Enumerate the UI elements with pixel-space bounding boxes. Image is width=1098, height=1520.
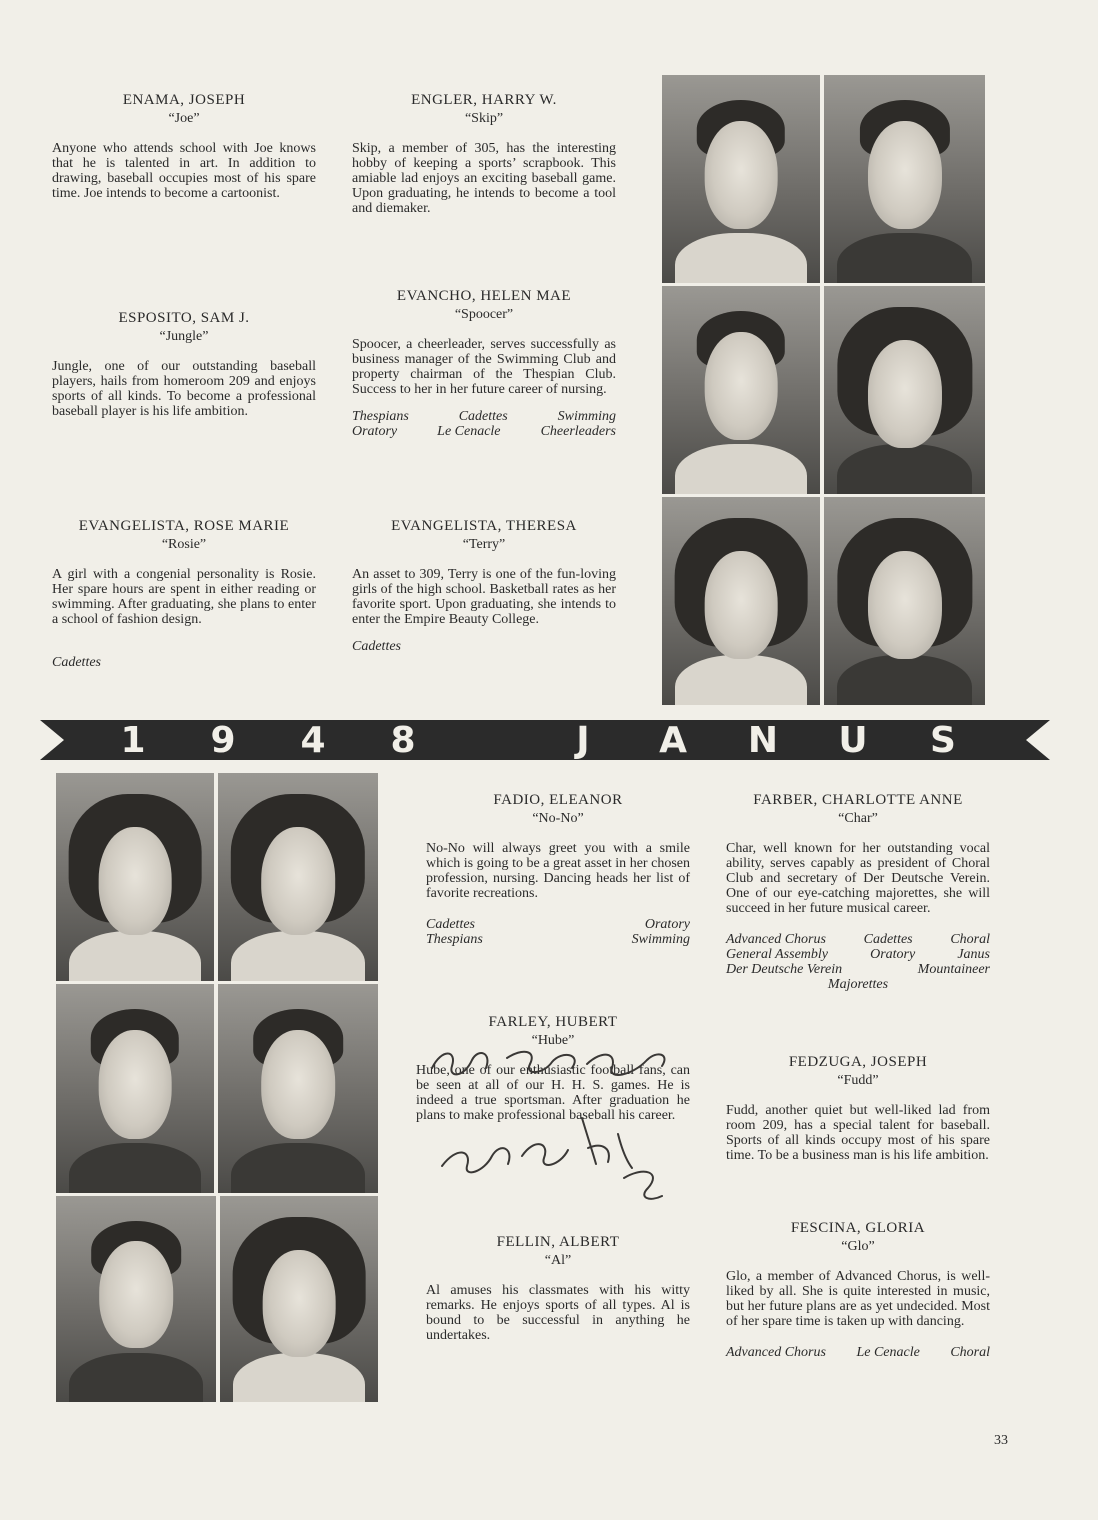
year-banner (40, 720, 1050, 760)
student-name: FESCINA, GLORIA (790, 1220, 926, 1236)
student-name: EVANCHO, HELEN MAE (396, 288, 572, 304)
entry-fedzuga (726, 1054, 990, 1163)
page-number: 33 (994, 1433, 1008, 1448)
activity: Choral (950, 932, 990, 947)
student-nickname: “Al” (544, 1253, 572, 1268)
activity: Janus (957, 947, 990, 962)
entry-engler (352, 92, 616, 216)
activities-row (352, 424, 616, 439)
student-nickname: “Rosie” (161, 537, 207, 552)
student-nickname: “No-No” (532, 811, 584, 826)
student-bio: Hube, one of our enthusiastic football fans, can be seen at all of our H. H. S. games. He is indeed a true sportsman. After graduation he plans to make professional baseball his career. (416, 1063, 690, 1123)
entry-fadio (426, 792, 690, 947)
activity: Der Deutsche Verein (726, 962, 843, 977)
activity: Oratory (870, 947, 916, 962)
activity: Swimming (557, 409, 616, 424)
portrait-photo (662, 75, 820, 283)
student-name: FEDZUGA, JOSEPH (788, 1054, 928, 1070)
student-bio: A girl with a congenial personality is Rosie. Her spare hours are spent in either reading or swimming. After graduating, she plans to enter a school of fashion design. (52, 567, 316, 627)
student-name: EVANGELISTA, THERESA (391, 518, 577, 534)
student-nickname: “Jungle” (159, 329, 209, 344)
activity: Le Cenacle (856, 1345, 920, 1360)
entry-fescina (726, 1220, 990, 1360)
student-name: ENGLER, HARRY W. (411, 92, 557, 108)
banner-letter: N (747, 719, 779, 761)
entry-esposito (52, 310, 316, 419)
activity: Oratory (644, 917, 690, 932)
activities-row (726, 932, 990, 947)
portrait-photo (662, 286, 820, 494)
activities-row (726, 962, 990, 977)
activities: Cadettes (352, 639, 401, 654)
portrait-photo (662, 497, 820, 705)
student-bio: Skip, a member of 305, has the interesting hobby of keeping a sports’ scrapbook. This amiable lad enjoys an exciting baseball game. Upon graduating, he intends to become a tool and diemaker. (352, 141, 616, 216)
activities-row (726, 1345, 990, 1360)
activities-row (426, 917, 690, 932)
student-nickname: “Glo” (841, 1239, 875, 1254)
portrait-photo (824, 75, 985, 283)
banner-letter: U (838, 719, 868, 761)
activity: Oratory (352, 424, 398, 439)
student-nickname: “Spoocer” (454, 307, 514, 322)
portrait-photo (220, 1196, 378, 1402)
student-bio: Fudd, another quiet but well-liked lad from room 209, has a special talent for baseball. Sports of all kinds occupy most of his spare time. To be a business man is his life ambition. (726, 1103, 990, 1163)
student-name: FARLEY, HUBERT (488, 1014, 618, 1030)
banner-letter: 4 (300, 719, 326, 761)
student-nickname: “Skip” (464, 111, 504, 126)
student-bio: Jungle, one of our outstanding baseball players, hails from homeroom 209 and enjoys sports of all kinds. To become a professional baseball player is his life ambition. (52, 359, 316, 419)
student-bio: Al amuses his classmates with his witty remarks. He enjoys sports of all types. Al is bound to be successful in anything he undertakes. (426, 1283, 690, 1343)
student-name: ESPOSITO, SAM J. (118, 310, 250, 326)
student-name: FELLIN, ALBERT (496, 1234, 620, 1250)
banner-letter: 8 (390, 719, 416, 761)
student-nickname: “Char” (838, 811, 878, 826)
student-bio: An asset to 309, Terry is one of the fun-loving girls of the high school. Basketball rates as her favorite sport. Upon graduating, she intends to enter the Empire Beauty College. (352, 567, 616, 627)
student-nickname: “Fudd” (837, 1073, 879, 1088)
entry-farber (726, 792, 990, 992)
banner-letter: J (576, 719, 590, 761)
activity: Mountaineer (917, 962, 990, 977)
activity: Choral (950, 1345, 990, 1360)
entry-evangelista-rose (52, 518, 316, 670)
activity: Cheerleaders (540, 424, 616, 439)
activity: Advanced Chorus (726, 932, 826, 947)
activities: Cadettes (52, 655, 101, 670)
student-bio: Spoocer, a cheerleader, serves successfully as business manager of the Swimming Club and property chairman of the Thespian Club. Success to her in her future career of nursing. (352, 337, 616, 397)
banner-title (98, 720, 978, 760)
activities-row (426, 932, 690, 947)
student-bio: Glo, a member of Advanced Chorus, is well-liked by all. She is quite interested in music, but her future plans are as yet undecided. Most of her spare time is taken up with dancing. (726, 1269, 990, 1329)
activities-row (726, 947, 990, 962)
portrait-photo (56, 1196, 216, 1402)
activity: Thespians (426, 932, 483, 947)
activity: Thespians (352, 409, 409, 424)
entry-enama (52, 92, 316, 201)
activity: Swimming (631, 932, 690, 947)
portrait-photo (824, 286, 985, 494)
activity: Advanced Chorus (726, 1345, 826, 1360)
activity: Cadettes (863, 932, 913, 947)
activities-row (352, 409, 616, 424)
banner-letter: 9 (210, 719, 236, 761)
banner-letter: A (659, 719, 687, 761)
portrait-photo (56, 773, 214, 981)
entry-fellin (426, 1234, 690, 1343)
portrait-photo (56, 984, 214, 1193)
entry-evangelista-theresa (352, 518, 616, 654)
handwritten-autograph (412, 1038, 692, 1208)
student-bio: Char, well known for her outstanding vocal ability, serves capably as president of Choral Club and secretary of Der Deutsche Verein. One of our eye-catching majorettes, she will succeed in her future musical career. (726, 841, 990, 916)
banner-letter: S (930, 719, 956, 761)
activity: General Assembly (726, 947, 828, 962)
student-name: FADIO, ELEANOR (493, 792, 623, 808)
student-nickname: “Hube” (531, 1033, 575, 1048)
portrait-photo (824, 497, 985, 705)
activity: Le Cenacle (437, 424, 501, 439)
student-name: ENAMA, JOSEPH (122, 92, 246, 108)
portrait-photo (218, 984, 378, 1193)
activity: Cadettes (426, 917, 475, 932)
activity: Cadettes (458, 409, 508, 424)
activity: Majorettes (827, 977, 889, 992)
portrait-photo (218, 773, 378, 981)
entry-evancho (352, 288, 616, 439)
student-bio: No-No will always greet you with a smile which is going to be a great asset in her chosen profession, nursing. Dancing heads her list of favorite recreations. (426, 841, 690, 901)
student-nickname: “Joe” (168, 111, 200, 126)
student-nickname: “Terry” (462, 537, 506, 552)
student-name: EVANGELISTA, ROSE MARIE (78, 518, 290, 534)
student-bio: Anyone who attends school with Joe knows that he is talented in art. In addition to drawing, baseball occupies most of his spare time. Joe intends to become a cartoonist. (52, 141, 316, 201)
banner-letter: 1 (120, 719, 146, 761)
student-name: FARBER, CHARLOTTE ANNE (753, 792, 963, 808)
